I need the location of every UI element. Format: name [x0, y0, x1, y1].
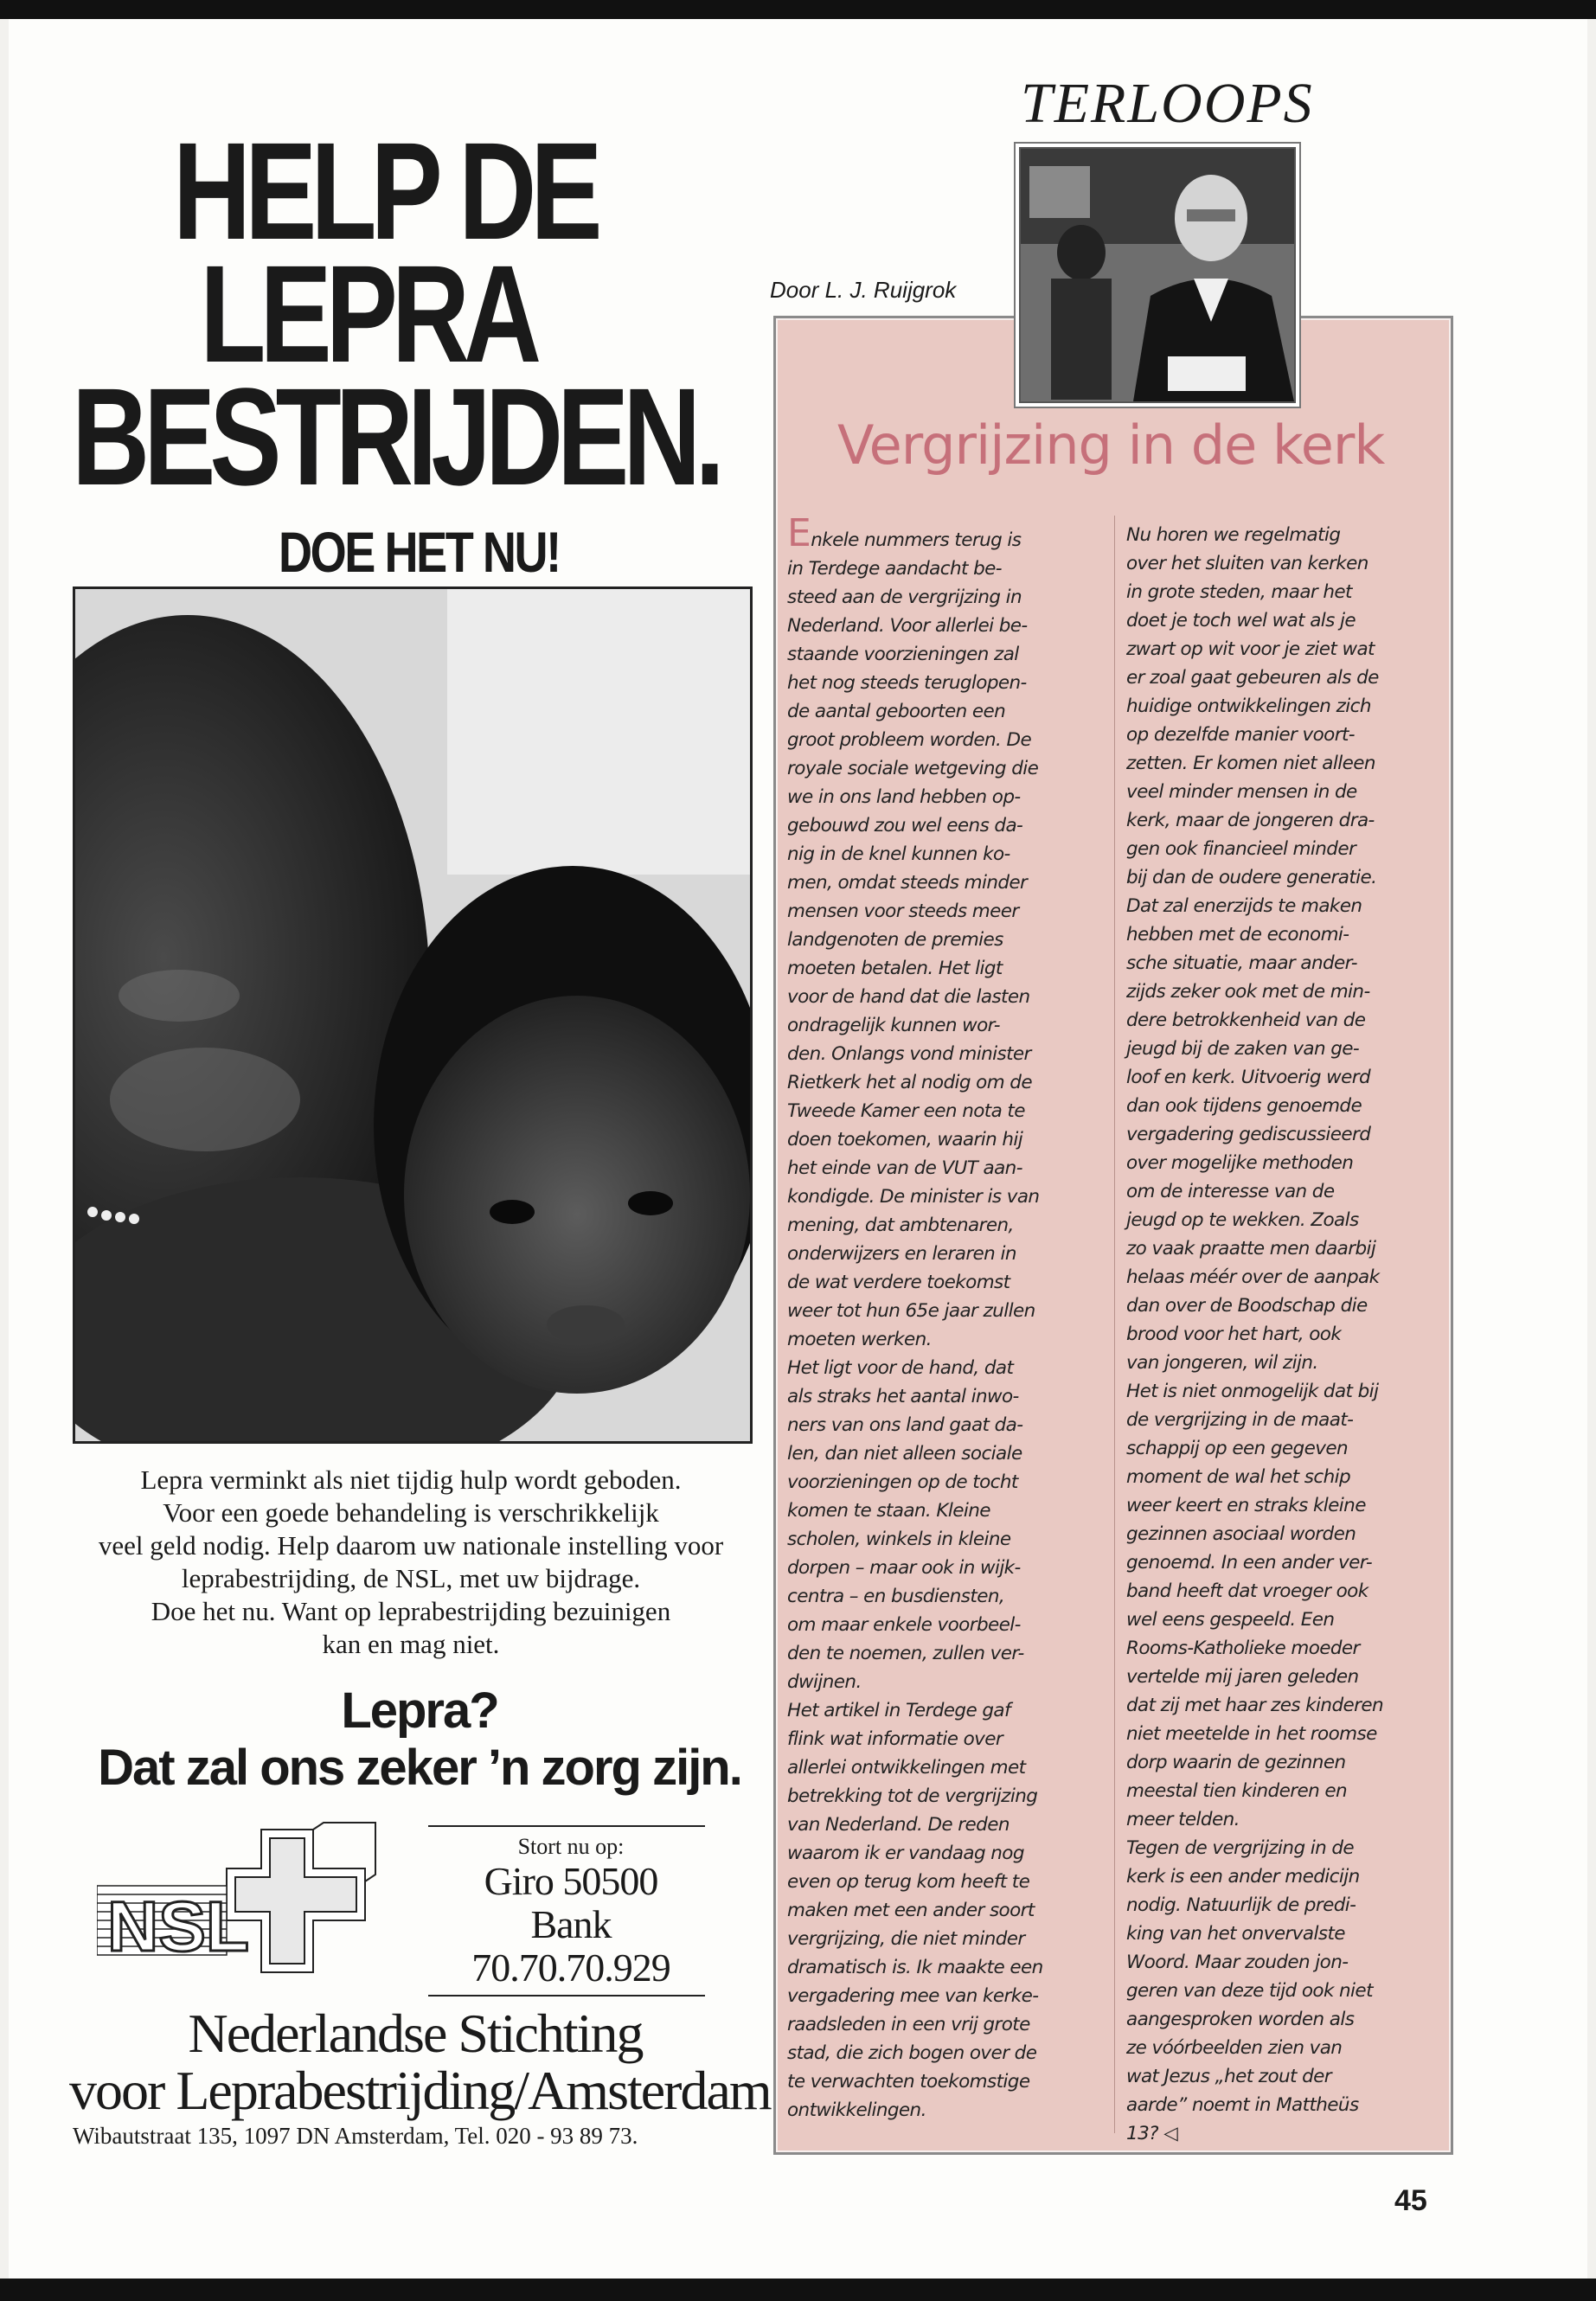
text-line: kerk, maar de jongeren dra-: [1126, 810, 1375, 831]
text-line: even op terug kom heeft te: [787, 1871, 1030, 1893]
text-line: dramatisch is. Ik maakte een: [787, 1957, 1043, 1978]
scan-bottom-edge: [0, 2279, 1596, 2301]
text-line: sche situatie, maar ander-: [1126, 952, 1357, 974]
giro-number: Giro 50500: [484, 1859, 658, 1903]
text-line: raadsleden in een vrij grote: [787, 2014, 1030, 2035]
text-line: king van het onvervalste: [1126, 1923, 1345, 1945]
text-line: wel eens gespeeld. Een: [1126, 1609, 1335, 1631]
text-line: Nederland. Voor allerlei be-: [787, 615, 1028, 637]
text-line: dan over de Boodschap die: [1126, 1295, 1368, 1317]
text-line: maken met een ander soort: [787, 1900, 1035, 1921]
text-line: scholen, winkels in kleine: [787, 1529, 1011, 1550]
text-line: loof en kerk. Uitvoerig werd: [1126, 1067, 1371, 1088]
text-line: er zoal gaat gebeuren als de: [1126, 667, 1379, 689]
text-line: niet meetelde in het roomse: [1126, 1723, 1377, 1745]
text-line: we in ons land hebben op-: [787, 786, 1021, 808]
text-line: stad, die zich bogen over de: [787, 2042, 1037, 2064]
text-line: als straks het aantal inwo-: [787, 1386, 1019, 1407]
text-line: flink wat informatie over: [787, 1728, 1003, 1750]
text-line: zijds zeker ook met de min-: [1126, 981, 1370, 1003]
text-line: aarde” noemt in Mattheüs: [1126, 2094, 1359, 2116]
text-line: de vergrijzing in de maat-: [1126, 1409, 1354, 1431]
ad-slogan-line: Dat zal ons zeker ’n zorg zijn.: [98, 1740, 741, 1796]
ad-slogan-line: Lepra?: [341, 1682, 498, 1739]
text-line: dorp waarin de gezinnen: [1126, 1752, 1346, 1773]
text-line: komen te staan. Kleine: [787, 1500, 990, 1522]
article-title: Vergrijzing in de kerk: [837, 413, 1385, 477]
text-line: helaas méér over de aanpak: [1126, 1266, 1380, 1288]
text-line: voorzieningen op de tocht: [787, 1471, 1018, 1493]
text-line: om de interesse van de: [1126, 1181, 1335, 1202]
scan-top-edge: [0, 0, 1596, 19]
text-line: het einde van de VUT aan-: [787, 1157, 1022, 1179]
text-line: op dezelfde manier voort-: [1126, 724, 1355, 746]
organization-name-line: voor Leprabestrijding/Amsterdam: [69, 2060, 771, 2121]
text-line: vergrijzing, die niet minder: [787, 1928, 1025, 1950]
text-line: te verwachten toekomstige: [787, 2071, 1030, 2093]
donation-box: [428, 1825, 714, 1997]
ad-body-line: kan en mag niet.: [322, 1629, 500, 1659]
text-line: het nog steeds teruglopen-: [787, 672, 1027, 694]
text-line: dere betrokkenheid van de: [1126, 1009, 1366, 1031]
ad-body-line: veel geld nodig. Help daarom uw nationale instelling voor: [98, 1530, 724, 1561]
text-line: doen toekomen, waarin hij: [787, 1129, 1023, 1150]
text-line: nodig. Natuurlijk de predi-: [1126, 1894, 1356, 1916]
text-line: de wat verdere toekomst: [787, 1272, 1010, 1293]
ad-photo: [73, 586, 753, 1444]
text-line: kerk is een ander medicijn: [1126, 1866, 1360, 1888]
text-line: nkele nummers terug is: [811, 529, 1022, 551]
text-line: meer telden.: [1126, 1809, 1240, 1830]
text-line: moeten werken.: [787, 1329, 932, 1350]
ad-headline-line: HELP DE: [173, 113, 597, 268]
text-line: onderwijzers en leraren in: [787, 1243, 1016, 1265]
text-line: Nu horen we regelmatig: [1126, 524, 1341, 546]
nsl-logo: [97, 1821, 408, 1985]
text-line: jeugd bij de zaken van ge-: [1126, 1038, 1360, 1060]
text-line: gen ook financieel minder: [1126, 838, 1356, 860]
text-line: centra – en busdiensten,: [787, 1586, 1005, 1607]
text-line: Rietkerk het al nodig om de: [787, 1072, 1032, 1093]
text-line: mensen voor steeds meer: [787, 901, 1019, 922]
text-line: van jongeren, wil zijn.: [1126, 1352, 1318, 1374]
ad-headline: [72, 113, 719, 514]
text-line: moment de wal het schip: [1126, 1466, 1351, 1488]
text-line: weer tot hun 65e jaar zullen: [787, 1300, 1035, 1322]
divider: [428, 1825, 705, 1827]
text-line: band heeft dat vroeger ook: [1126, 1580, 1368, 1602]
nsl-logo-text: NSL: [107, 1888, 249, 1966]
text-line: om maar enkele voorbeel-: [787, 1614, 1021, 1636]
author-photo-illustration: [1021, 149, 1294, 401]
text-line: waarom ik er vandaag nog: [787, 1843, 1024, 1864]
text-line: ondragelijk kunnen wor-: [787, 1015, 1000, 1036]
text-line: staande voorzieningen zal: [787, 644, 1019, 665]
text-line: len, dan niet alleen sociale: [787, 1443, 1022, 1465]
text-line: geren van deze tijd ook niet: [1126, 1980, 1373, 2002]
text-line: dat zij met haar zes kinderen: [1126, 1695, 1384, 1716]
text-line: brood voor het hart, ook: [1126, 1324, 1342, 1345]
photo-illustration: [75, 589, 750, 1441]
text-line: veel minder mensen in de: [1126, 781, 1357, 803]
text-line: Het artikel in Terdege gaf: [787, 1700, 1010, 1721]
text-line: mening, dat ambtenaren,: [787, 1215, 1014, 1236]
text-line: zwart op wit voor je ziet wat: [1126, 638, 1375, 660]
text-line: wat Jezus „het zout der: [1126, 2066, 1332, 2087]
text-line: genoemd. In een ander ver-: [1126, 1552, 1372, 1574]
text-line: Tegen de vergrijzing in de: [1126, 1837, 1355, 1859]
article-text-right: [1126, 521, 1420, 2148]
text-line: over mogelijke methoden: [1126, 1152, 1354, 1174]
text-line: gebouwd zou wel eens da-: [787, 815, 1023, 836]
text-line: vergadering gediscussieerd: [1126, 1124, 1371, 1145]
ad-body-line: Lepra verminkt als niet tijdig hulp wordt geboden.: [140, 1465, 682, 1495]
text-line: steed aan de vergrijzing in: [787, 586, 1022, 608]
text-line: de aantal geboorten een: [787, 701, 1006, 722]
text-line: den te noemen, zullen ver-: [787, 1643, 1024, 1664]
text-line: dorpen – maar ook in wijk-: [787, 1557, 1021, 1579]
text-line: royale sociale wetgeving die: [787, 758, 1039, 779]
ad-body-line: Voor een goede behandeling is verschrikkelijk: [163, 1497, 659, 1528]
text-line: ontwikkelingen.: [787, 2099, 926, 2121]
text-line: zetten. Er komen niet alleen: [1126, 753, 1375, 774]
ad-headline-line: BESTRIJDEN.: [72, 359, 719, 514]
author-photo: [1019, 147, 1296, 403]
text-line: Rooms-Katholieke moeder: [1126, 1638, 1360, 1659]
text-line: ners van ons land gaat da-: [787, 1414, 1023, 1436]
text-line: gezinnen asociaal worden: [1126, 1523, 1356, 1545]
text-line: zo vaak praatte men daarbij: [1126, 1238, 1376, 1259]
text-line: vertelde mij jaren geleden: [1126, 1666, 1359, 1688]
text-line: hebben met de economi-: [1126, 924, 1349, 945]
text-line: in Terdege aandacht be-: [787, 558, 1002, 580]
ad-body-line: Doe het nu. Want op leprabestrijding bezuinigen: [151, 1596, 671, 1626]
ad-subheadline: DOE HET NU!: [279, 520, 560, 584]
organization-name-line: Nederlandse Stichting: [188, 2003, 643, 2064]
text-line: landgenoten de premies: [787, 929, 1003, 951]
ad-body-line: leprabestrijding, de NSL, met uw bijdrage.: [181, 1563, 641, 1593]
text-line: weer keert en straks kleine: [1126, 1495, 1366, 1516]
text-line: 13? ◁: [1126, 2123, 1178, 2144]
nsl-logo-graphic: [97, 1821, 408, 1985]
text-line: doet je toch wel wat als je: [1126, 610, 1356, 631]
text-line: dwijnen.: [787, 1671, 862, 1693]
page-number: 45: [1394, 2184, 1427, 2217]
text-line: groot probleem worden. De: [787, 729, 1032, 751]
ad-slogan: [78, 1682, 761, 1797]
text-line: aangesproken worden als: [1126, 2009, 1355, 2030]
article-text-left: [787, 511, 1081, 2125]
text-line: jeugd op te wekken. Zoals: [1126, 1209, 1359, 1231]
text-line: Woord. Maar zouden jon-: [1126, 1952, 1349, 1973]
text-line: den. Onlangs vond minister: [787, 1043, 1031, 1065]
column-divider: [1114, 516, 1115, 2133]
text-line: ze vóórbeelden zien van: [1126, 2037, 1343, 2059]
text-line: Tweede Kamer een nota te: [787, 1100, 1025, 1122]
ad-headline-line: LEPRA: [200, 236, 536, 391]
text-line: over het sluiten van kerken: [1126, 553, 1368, 574]
divider: [428, 1995, 705, 1997]
text-line: schappij op een gegeven: [1126, 1438, 1348, 1459]
text-line: in grote steden, maar het: [1126, 581, 1352, 603]
donation-label: Stort nu op:: [517, 1834, 625, 1859]
organization-name: [69, 2003, 771, 2121]
text-line: meestal tien kinderen en: [1126, 1780, 1348, 1802]
author-byline: Door L. J. Ruijgrok: [770, 277, 957, 303]
section-title: TERLOOPS: [1021, 72, 1314, 135]
text-line: huidige ontwikkelingen zich: [1126, 695, 1371, 717]
ad-body-text: [61, 1464, 761, 1661]
text-line: kondigde. De minister is van: [787, 1186, 1040, 1208]
text-line: betrekking tot de vergrijzing: [787, 1785, 1038, 1807]
dropcap: E: [787, 511, 811, 555]
text-line: Het ligt voor de hand, dat: [787, 1357, 1014, 1379]
text-line: men, omdat steeds minder: [787, 872, 1028, 894]
text-line: voor de hand dat die lasten: [787, 986, 1030, 1008]
text-line: allerlei ontwikkelingen met: [787, 1757, 1026, 1779]
text-line: vergadering mee van kerke-: [787, 1985, 1039, 2007]
text-line: Het is niet onmogelijk dat bij: [1126, 1381, 1379, 1402]
text-line: Dat zal enerzijds te maken: [1126, 895, 1362, 917]
text-line: bij dan de oudere generatie.: [1126, 867, 1377, 888]
text-line: moeten betalen. Het ligt: [787, 958, 1003, 979]
organization-address: Wibautstraat 135, 1097 DN Amsterdam, Tel. 020 - 93 89 73.: [73, 2123, 638, 2149]
bank-number: Bank 70.70.70.929: [471, 1902, 670, 1990]
text-line: dan ook tijdens genoemde: [1126, 1095, 1362, 1117]
text-line: nig in de knel kunnen ko-: [787, 843, 1010, 865]
text-line: van Nederland. De reden: [787, 1814, 1010, 1836]
